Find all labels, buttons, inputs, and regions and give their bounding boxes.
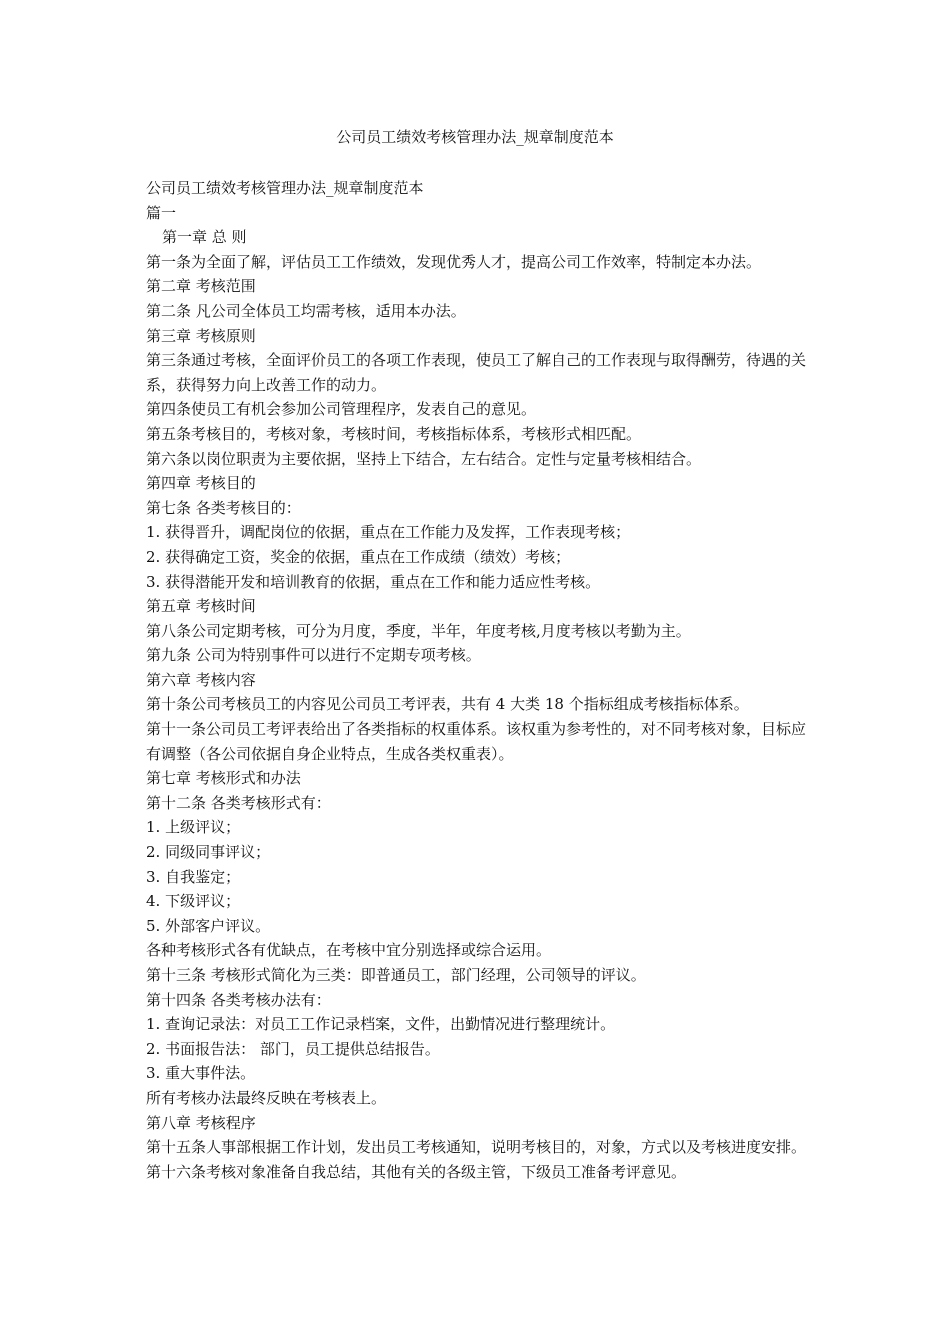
chapter-heading: 第八章 考核程序 [146, 1113, 256, 1132]
list-item: 1. 上级评议； [146, 818, 241, 837]
article-line: 第二条 凡公司全体员工均需考核，适用本办法。 [146, 301, 466, 320]
list-item: 5. 外部客户评议。 [146, 916, 271, 935]
article-line: 第八条公司定期考核，可分为月度，季度，半年，年度考核,月度考核以考勤为主。 [146, 621, 691, 640]
page-title: 公司员工绩效考核管理办法_规章制度范本 [336, 128, 614, 146]
article-line: 第十四条 各类考核办法有： [146, 990, 331, 1009]
paragraph-line: 所有考核办法最终反映在考核表上。 [146, 1088, 387, 1107]
chapter-heading: 第六章 考核内容 [146, 670, 256, 689]
chapter-heading: 第四章 考核目的 [146, 474, 256, 493]
paragraph-line: 各种考核形式各有优缺点，在考核中宜分别选择或综合运用。 [146, 941, 552, 960]
chapter-heading: 第三章 考核原则 [146, 326, 256, 345]
list-item: 2. 书面报告法： 部门，员工提供总结报告。 [146, 1039, 440, 1058]
document-body [146, 176, 812, 1184]
list-item: 1. 获得晋升，调配岗位的依据，重点在工作能力及发挥，工作表现考核； [146, 523, 631, 542]
article-line: 第十五条人事部根据工作计划，发出员工考核通知，说明考核目的，对象，方式以及考核进度安排。 [146, 1138, 807, 1157]
chapter-heading: 第二章 考核范围 [146, 277, 256, 296]
list-item: 3. 获得潜能开发和培训教育的依据，重点在工作和能力适应性考核。 [146, 572, 601, 591]
article-line: 第十二条 各类考核形式有： [146, 793, 331, 812]
list-item: 2. 同级同事评议； [146, 843, 271, 862]
list-item: 3. 自我鉴定； [146, 867, 241, 886]
article-line: 第一条为全面了解，评估员工工作绩效，发现优秀人才，提高公司工作效率，特制定本办法。 [146, 252, 762, 271]
article-line: 第十一条公司员工考评表给出了各类指标的权重体系。该权重为参考性的，对不同考核对象，目标应有调整（各公司依据自身企业特点，生成各类权重表）。 [146, 720, 807, 763]
article-line: 第六条以岗位职责为主要依据，坚持上下结合，左右结合。定性与定量考核相结合。 [146, 449, 702, 468]
article-line: 第四条使员工有机会参加公司管理程序，发表自己的意见。 [146, 400, 537, 419]
list-item: 4. 下级评议； [146, 892, 241, 911]
chapter-heading: 第七章 考核形式和办法 [146, 769, 301, 788]
article-line: 第九条 公司为特别事件可以进行不定期专项考核。 [146, 646, 481, 665]
article-line: 第十六条考核对象准备自我总结，其他有关的各级主管，下级员工准备考评意见。 [146, 1162, 687, 1181]
list-item: 2. 获得确定工资，奖金的依据，重点在工作成绩（绩效）考核； [146, 547, 571, 566]
list-item: 3. 重大事件法。 [146, 1064, 256, 1083]
article-line: 第七条 各类考核目的： [146, 498, 301, 517]
article-line: 第五条考核目的，考核对象，考核时间，考核指标体系，考核形式相匹配。 [146, 424, 642, 443]
chapter-heading: 第一章 总 则 [162, 228, 247, 247]
article-line: 第十三条 考核形式简化为三类：即普通员工，部门经理，公司领导的评议。 [146, 966, 646, 984]
section-label: 篇一 [146, 203, 177, 222]
article-line: 第三条通过考核，全面评价员工的各项工作表现，使员工了解自己的工作表现与取得酬劳，待遇的关系，获得努力向上改善工作的动力。 [146, 351, 807, 394]
article-line: 第十条公司考核员工的内容见公司员工考评表，共有 4 大类 18 个指标组成考核指标体系。 [146, 695, 749, 714]
chapter-heading: 第五章 考核时间 [146, 597, 256, 616]
list-item: 1. 查询记录法：对员工工作记录档案，文件，出勤情况进行整理统计。 [146, 1015, 616, 1034]
subtitle-line: 公司员工绩效考核管理办法_规章制度范本 [146, 179, 424, 197]
